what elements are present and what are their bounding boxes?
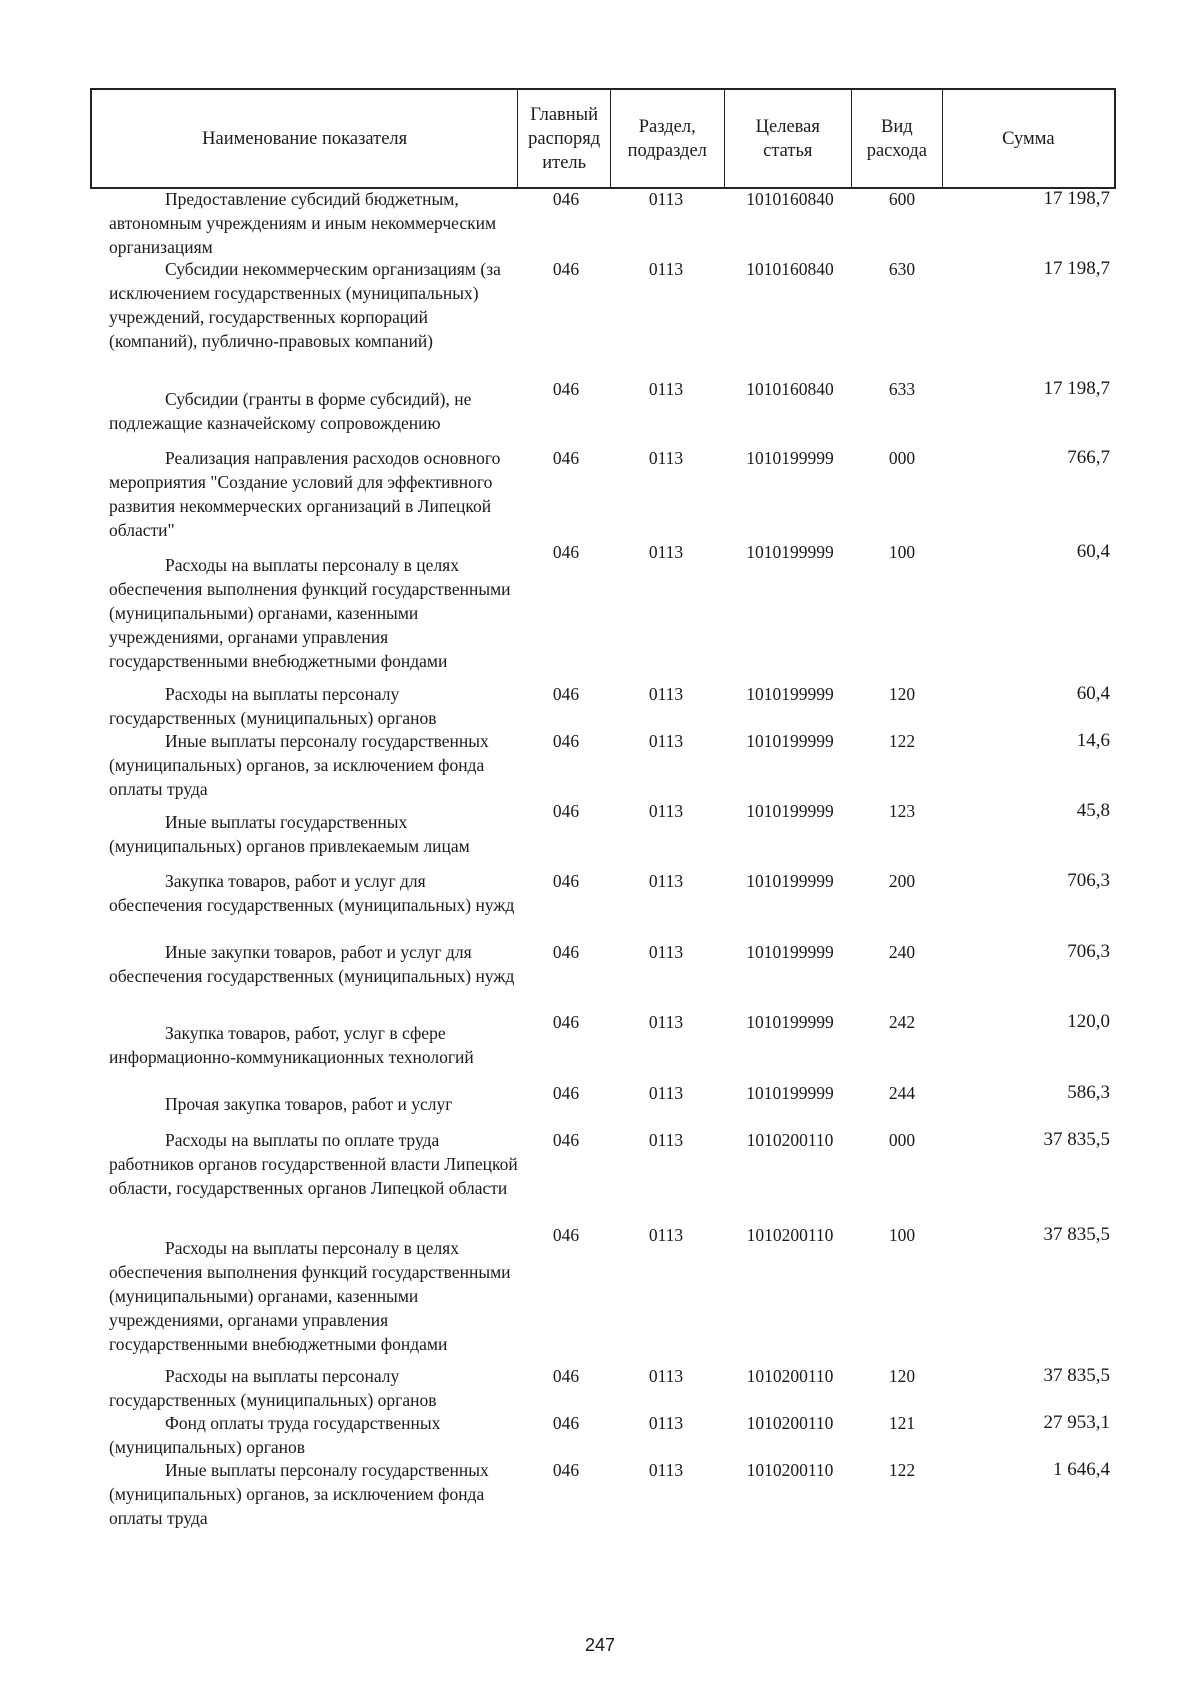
row-vid: 120 [888,1366,916,1386]
row-sum: 1 646,4 [1053,1459,1110,1480]
row-gr: 046 [552,1130,580,1150]
header-glavny: Главный распоряд итель [518,90,611,187]
row-cel: 1010199999 [746,1012,834,1032]
row-cel: 1010199999 [746,684,834,704]
row-vid: 122 [888,1460,916,1480]
row-cel: 1010199999 [746,871,834,891]
row-name: Закупка товаров, работ и услуг для обеспечения государственных (муниципальных) нужд [109,871,515,915]
row-vid: 100 [888,1225,916,1245]
row-name: Предоставление субсидий бюджетным, автономным учреждениям и иным некоммерческим организациям [109,189,497,257]
row-name: Субсидии (гранты в форме субсидий), не подлежащие казначейскому сопровождению [109,389,472,433]
row-cel: 1010199999 [746,1083,834,1103]
row-gr: 046 [552,1012,580,1032]
row-cel: 1010199999 [746,448,834,468]
row-razd: 0113 [648,731,684,751]
row-razd: 0113 [648,448,684,468]
row-razd: 0113 [648,1225,684,1245]
row-name: Прочая закупка товаров, работ и услуг [165,1094,453,1114]
row-cel: 1010200110 [746,1366,834,1386]
row-razd: 0113 [648,1083,684,1103]
row-gr: 046 [552,942,580,962]
header-vid: Вид расхода [852,90,943,187]
row-name: Расходы на выплаты персоналу государственных (муниципальных) органов [109,1366,437,1410]
row-sum: 27 953,1 [1043,1412,1110,1433]
row-razd: 0113 [648,871,684,891]
row-razd: 0113 [648,1366,684,1386]
row-name: Расходы на выплаты персоналу в целях обеспечения выполнения функций государственными (муниципальными) органами, казенными учреждениями, органами управления государственными внебюджетными фондами [109,1238,511,1354]
row-sum: 60,4 [1076,683,1110,704]
row-razd: 0113 [648,1460,684,1480]
row-razd: 0113 [648,684,684,704]
row-name: Закупка товаров, работ, услуг в сфере информационно-коммуникационных технологий [109,1023,474,1067]
row-gr: 046 [552,448,580,468]
row-sum: 60,4 [1076,541,1110,562]
row-vid: 200 [888,871,916,891]
row-vid: 000 [888,448,916,468]
row-cel: 1010200110 [746,1460,834,1480]
table-header [90,88,1116,189]
row-gr: 046 [552,1366,580,1386]
row-gr: 046 [552,542,580,562]
header-summa: Сумма [1002,128,1055,149]
row-cel: 1010160840 [746,259,834,279]
row-name: Расходы на выплаты по оплате труда работников органов государственной власти Липецкой области, государственных органов Липецкой области [109,1130,518,1198]
header-celevaya: Целевая статья [725,90,853,187]
row-cel: 1010199999 [746,542,834,562]
row-vid: 242 [888,1012,916,1032]
row-gr: 046 [552,189,580,209]
row-gr: 046 [552,871,580,891]
row-vid: 122 [888,731,916,751]
row-razd: 0113 [648,259,684,279]
row-cel: 1010200110 [746,1225,834,1245]
row-cel: 1010199999 [746,801,834,821]
row-name: Иные выплаты государственных (муниципальных) органов привлекаемым лицам [109,812,470,856]
row-gr: 046 [552,731,580,751]
row-name: Реализация направления расходов основного мероприятия "Создание условий для эффективного развития некоммерческих организаций в Липецкой области" [109,448,501,540]
row-sum: 14,6 [1076,730,1110,751]
row-name: Фонд оплаты труда государственных (муниципальных) органов [109,1413,441,1457]
row-vid: 121 [888,1413,916,1433]
row-sum: 766,7 [1067,447,1110,468]
row-gr: 046 [552,1225,580,1245]
row-sum: 120,0 [1067,1011,1110,1032]
row-gr: 046 [552,801,580,821]
page-number: 247 [584,1635,616,1655]
row-vid: 123 [888,801,916,821]
row-cel: 1010199999 [746,942,834,962]
row-gr: 046 [552,379,580,399]
row-vid: 633 [888,379,916,399]
row-name: Иные выплаты персоналу государственных (муниципальных) органов, за исключением фонда оплаты труда [109,731,489,799]
row-name: Расходы на выплаты персоналу государственных (муниципальных) органов [109,684,437,728]
row-sum: 17 198,7 [1043,188,1110,209]
row-razd: 0113 [648,189,684,209]
row-razd: 0113 [648,942,684,962]
row-sum: 586,3 [1067,1082,1110,1103]
header-razdel: Раздел, подраздел [611,90,725,187]
row-razd: 0113 [648,1130,684,1150]
row-vid: 000 [888,1130,916,1150]
row-sum: 706,3 [1067,870,1110,891]
row-cel: 1010160840 [746,189,834,209]
row-gr: 046 [552,1083,580,1103]
row-sum: 45,8 [1076,800,1110,821]
row-cel: 1010160840 [746,379,834,399]
row-razd: 0113 [648,801,684,821]
row-vid: 630 [888,259,916,279]
row-sum: 37 835,5 [1043,1224,1110,1245]
row-razd: 0113 [648,1413,684,1433]
row-name: Субсидии некоммерческим организациям (за исключением государственных (муниципальных) учреждений, государственных корпораций (компаний), публично-правовых компаний) [109,259,501,351]
row-name: Иные закупки товаров, работ и услуг для обеспечения государственных (муниципальных) нужд [109,942,515,986]
row-razd: 0113 [648,379,684,399]
row-sum: 17 198,7 [1043,378,1110,399]
row-gr: 046 [552,1413,580,1433]
row-razd: 0113 [648,1012,684,1032]
row-sum: 37 835,5 [1043,1129,1110,1150]
row-name: Иные выплаты персоналу государственных (муниципальных) органов, за исключением фонда оплаты труда [109,1460,489,1528]
row-razd: 0113 [648,542,684,562]
row-name: Расходы на выплаты персоналу в целях обеспечения выполнения функций государственными (муниципальными) органами, казенными учреждениями, органами управления государственными внебюджетными фондами [109,555,511,671]
row-vid: 120 [888,684,916,704]
row-cel: 1010200110 [746,1130,834,1150]
row-cel: 1010199999 [746,731,834,751]
row-sum: 37 835,5 [1043,1365,1110,1386]
row-sum: 706,3 [1067,941,1110,962]
row-gr: 046 [552,1460,580,1480]
row-sum: 17 198,7 [1043,258,1110,279]
row-cel: 1010200110 [746,1413,834,1433]
row-vid: 600 [888,189,916,209]
row-vid: 244 [888,1083,916,1103]
row-vid: 240 [888,942,916,962]
header-name: Наименование показателя [92,90,518,187]
row-gr: 046 [552,684,580,704]
row-vid: 100 [888,542,916,562]
row-gr: 046 [552,259,580,279]
